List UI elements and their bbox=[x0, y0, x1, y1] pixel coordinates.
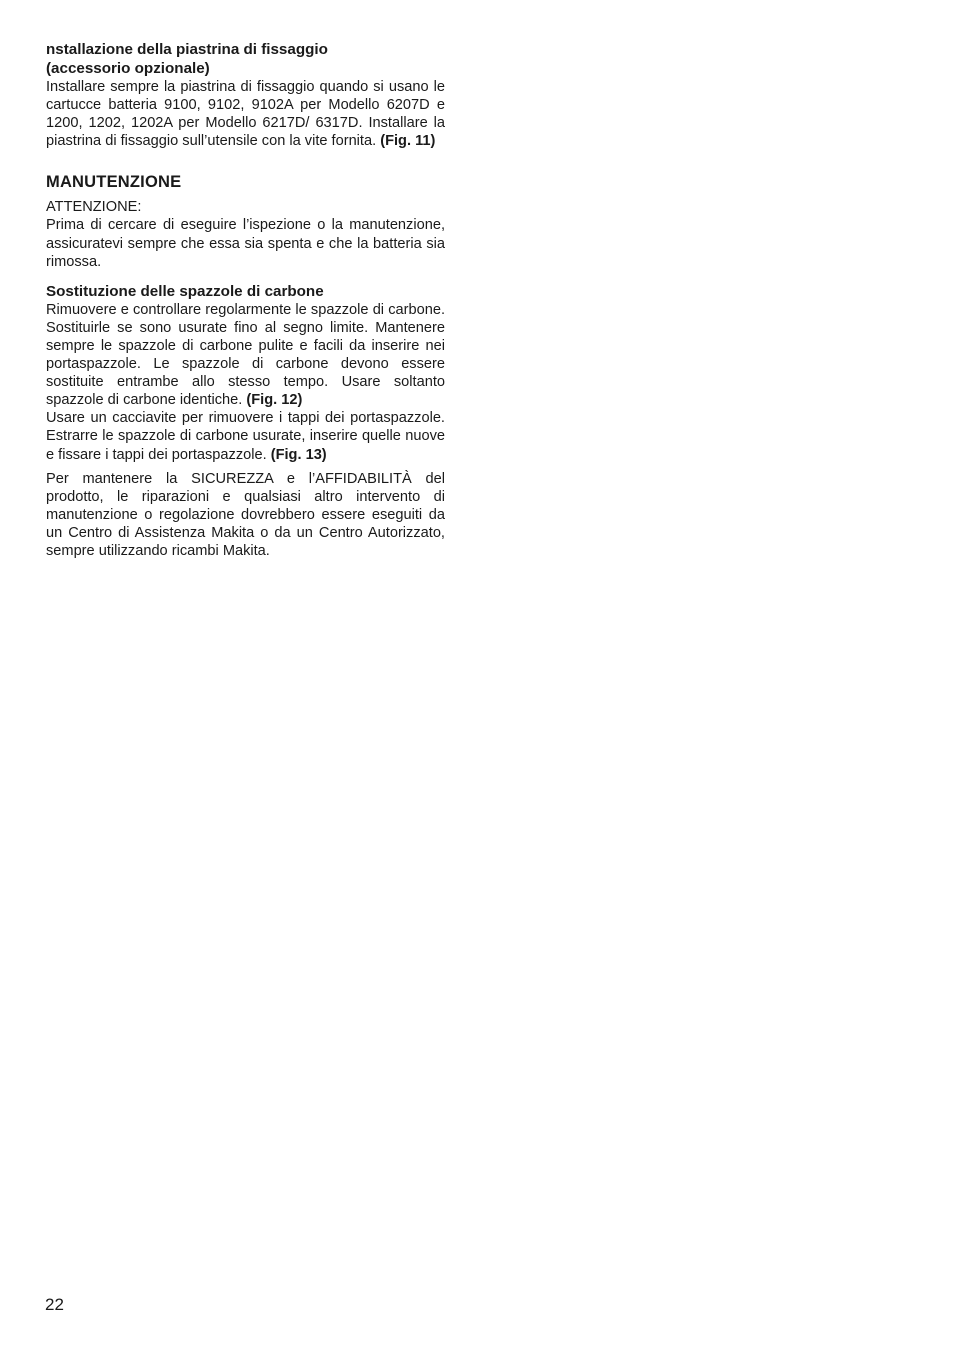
section-title-mounting-plate bbox=[46, 40, 445, 78]
section-title-line1: nstallazione della piastrina di fissaggio bbox=[46, 41, 328, 58]
mounting-plate-text: Installare sempre la piastrina di fissaggio quando si usano le cartucce batteria 9100, 9102, 9102A per Modello 6207D e 1200, 1202, 1202A per Modello 6217D/ 6317D. Installare la piastrina di fissaggio sull’utensile con la vite fornita. bbox=[46, 79, 445, 150]
section-title-line2: (accessorio opzionale) bbox=[46, 60, 210, 77]
caution-label: ATTENZIONE: bbox=[46, 199, 142, 216]
brushes-text-1: Rimuovere e controllare regolarmente le spazzole di carbone. Sostituirle se sono usurate fino al segno limite. Mantenere sempre le spazzole di carbone pulite e facili da inserire nei portaspazzole. Le spazzole di carbone devono essere sostituite entrambe allo stesso tempo. Usare soltanto spazzole di carbone identiche. bbox=[46, 301, 445, 409]
fig-reference-11: (Fig. 11) bbox=[380, 133, 436, 150]
fig-reference-13: (Fig. 13) bbox=[270, 446, 327, 463]
maintenance-heading: MANUTENZIONE bbox=[46, 173, 182, 192]
brushes-text-2: Usare un cacciavite per rimuovere i tappi dei portaspazzole. Estrarre le spazzole di carbone usurate, inserire quelle nuove e fissare i tappi dei portaspazzole. bbox=[46, 410, 445, 463]
brushes-heading: Sostituzione delle spazzole di carbone bbox=[46, 282, 324, 300]
brushes-paragraph-2 bbox=[46, 409, 445, 463]
text-column bbox=[46, 40, 445, 560]
page-number: 22 bbox=[45, 1295, 64, 1314]
brushes-paragraph-1 bbox=[46, 301, 445, 410]
fig-reference-12: (Fig. 12) bbox=[246, 392, 303, 409]
mounting-plate-paragraph bbox=[46, 78, 445, 150]
safety-paragraph: Per mantenere la SICUREZZA e l’AFFIDABILITÀ del prodotto, le riparazioni e qualsiasi altro intervento di manutenzione o regolazione dovrebbero essere eseguiti da un Centro di Assistenza Makita o da un Centro Autorizzato, sempre utilizzando ricambi Makita. bbox=[46, 470, 445, 559]
caution-paragraph: Prima di cercare di eseguire l’ispezione o la manutenzione, assicuratevi sempre che essa sia spenta e che la batteria sia rimossa. bbox=[46, 217, 445, 270]
